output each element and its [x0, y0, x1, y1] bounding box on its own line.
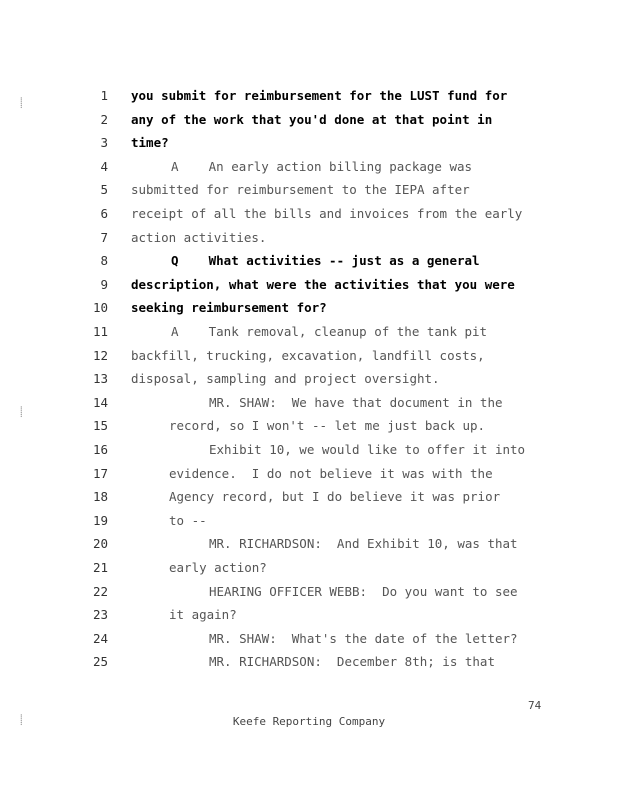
line-text: Exhibit 10, we would like to offer it into: [209, 442, 526, 457]
transcript-line: [0, 511, 618, 531]
line-number: 2: [100, 111, 108, 127]
line-number: 10: [92, 300, 108, 316]
line-text: Q What activities -- just as a general: [171, 253, 480, 269]
transcript-line: [0, 133, 618, 153]
line-number: 3: [100, 135, 108, 151]
scan-mark: ⸽: [20, 98, 23, 109]
transcript-line: [0, 393, 618, 413]
transcript-line: [0, 487, 618, 507]
transcript-line: [0, 582, 618, 602]
line-text: action activities.: [131, 229, 267, 245]
line-number: 18: [92, 489, 108, 505]
line-number: 7: [100, 229, 108, 245]
line-number: 11: [92, 324, 108, 339]
line-number: 19: [92, 512, 108, 528]
line-text: disposal, sampling and project oversight.: [131, 371, 440, 387]
line-number: 8: [100, 253, 108, 269]
transcript-line: [0, 275, 618, 295]
transcript-line: [0, 464, 618, 484]
line-number: 4: [100, 158, 108, 174]
transcript-line: [0, 204, 618, 224]
line-text: you submit for reimbursement for the LUST fund for: [131, 88, 508, 103]
line-number: 13: [92, 371, 108, 387]
transcript-line: [0, 322, 618, 342]
transcript-line: [0, 440, 618, 460]
line-text: backfill, trucking, excavation, landfill costs,: [131, 347, 485, 363]
line-number: 15: [92, 418, 108, 434]
transcript-line: [0, 86, 618, 109]
scan-mark: ⸽: [20, 715, 23, 726]
line-text: any of the work that you'd done at that point in: [131, 111, 493, 127]
line-text: MR. RICHARDSON: And Exhibit 10, was that: [209, 536, 518, 552]
transcript-line: [0, 416, 618, 436]
line-text: HEARING OFFICER WEBB: Do you want to see: [209, 583, 518, 599]
transcript-line: [0, 157, 618, 177]
line-text: Agency record, but I do believe it was prior: [169, 489, 501, 505]
line-text: early action?: [169, 560, 267, 575]
transcript-line: [0, 228, 618, 248]
page-footer: Keefe Reporting Company: [232, 715, 386, 728]
line-number: 25: [92, 654, 108, 670]
line-number: 16: [92, 442, 108, 457]
transcript-line: [0, 629, 618, 649]
line-number: 5: [100, 182, 108, 198]
transcript-line: [0, 110, 618, 130]
line-text: it again?: [169, 607, 237, 623]
line-text: MR. RICHARDSON: December 8th; is that: [209, 654, 495, 670]
transcript-line: [0, 180, 618, 200]
transcript-line: [0, 369, 618, 389]
line-number: 20: [92, 536, 108, 552]
transcript-line: [0, 558, 618, 578]
line-number: 17: [92, 465, 108, 481]
transcript-line: [0, 298, 618, 318]
line-text: MR. SHAW: We have that document in the: [209, 394, 503, 410]
line-text: A An early action billing package was: [171, 158, 473, 174]
transcript-line: [0, 652, 618, 672]
line-text: MR. SHAW: What's the date of the letter?: [209, 630, 518, 646]
line-number: 24: [92, 630, 108, 646]
line-number: 21: [92, 560, 108, 575]
line-text: to --: [169, 512, 207, 528]
transcript-line: [0, 346, 618, 366]
line-number: 1: [100, 88, 108, 103]
line-text: description, what were the activities that you were: [131, 276, 515, 292]
line-number: 9: [100, 276, 108, 292]
line-number: 6: [100, 206, 108, 221]
scan-mark: ⸽: [20, 407, 23, 418]
line-text: submitted for reimbursement to the IEPA after: [131, 182, 470, 198]
transcript-line: [0, 605, 618, 625]
line-text: A Tank removal, cleanup of the tank pit: [171, 324, 488, 339]
line-number: 23: [92, 607, 108, 623]
page-number: 74: [528, 699, 542, 712]
line-text: seeking reimbursement for?: [131, 300, 327, 316]
line-text: time?: [131, 135, 169, 151]
line-number: 12: [92, 347, 108, 363]
line-number: 22: [92, 583, 108, 599]
line-number: 14: [92, 394, 108, 410]
transcript-line: [0, 534, 618, 554]
transcript-line: [0, 251, 618, 271]
line-text: evidence. I do not believe it was with the: [169, 465, 493, 481]
line-text: record, so I won't -- let me just back up.: [169, 418, 486, 434]
line-text: receipt of all the bills and invoices from the early: [131, 206, 523, 221]
